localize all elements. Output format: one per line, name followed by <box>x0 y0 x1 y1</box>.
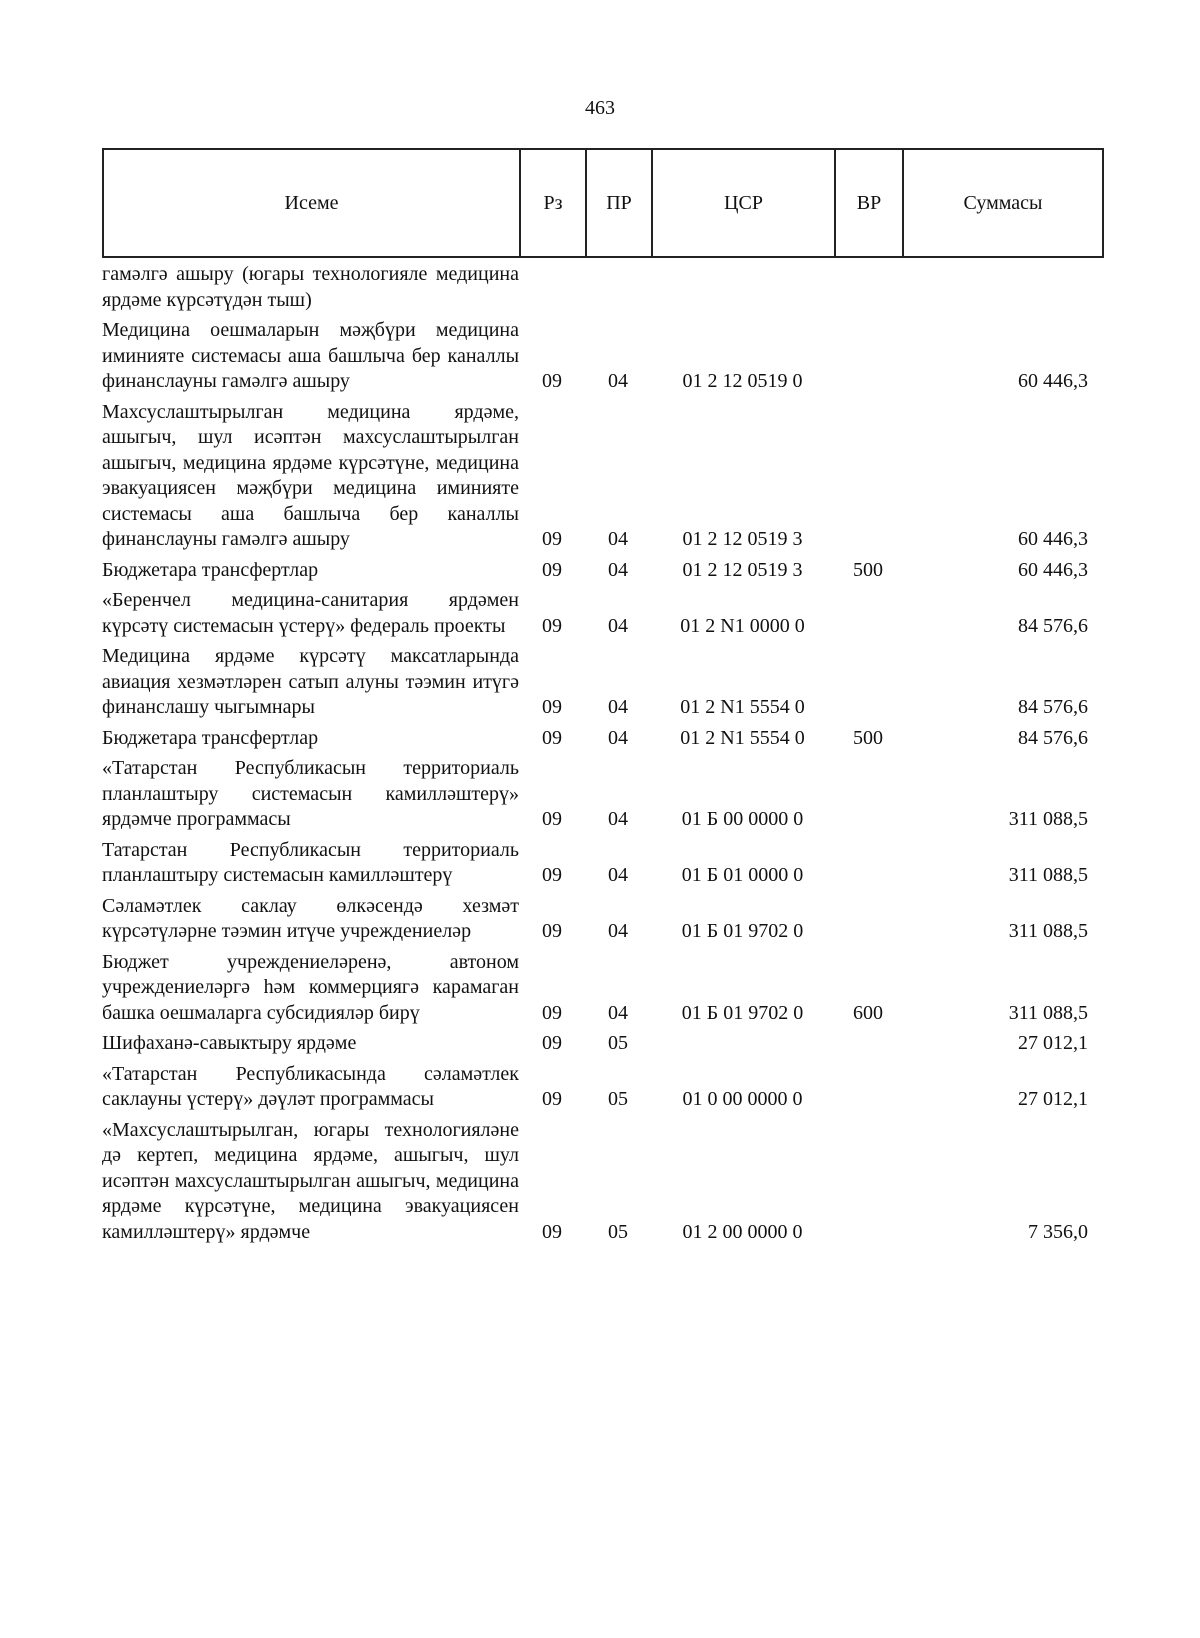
table-row <box>102 756 1116 833</box>
row-csr: 01 2 N1 5554 0 <box>680 726 805 749</box>
row-pr: 04 <box>608 864 628 886</box>
row-rz: 09 <box>542 1088 562 1110</box>
row-csr: 01 Б 01 9702 0 <box>681 920 804 942</box>
row-csr: 01 2 12 0519 0 <box>682 370 803 392</box>
table-row <box>102 588 1116 639</box>
row-pr: 04 <box>608 920 628 942</box>
row-sum: 84 576,6 <box>1018 614 1088 637</box>
row-csr: 01 0 00 0000 0 <box>682 1088 803 1110</box>
header-pr: ПР <box>586 149 652 257</box>
table-row <box>102 894 1116 945</box>
row-csr: 01 2 12 0519 3 <box>682 528 803 550</box>
row-csr: 01 2 N1 0000 0 <box>680 614 805 637</box>
table-row <box>102 1118 1116 1246</box>
row-name: «Татарстан Республикасын территориаль планлаштыру системасын камилләштерү» ярдәмче программасы <box>102 757 519 830</box>
row-name: Татарстан Республикасын территориаль планлаштыру системасын камилләштерү <box>102 838 519 886</box>
row-pr: 05 <box>608 1220 628 1243</box>
row-rz: 09 <box>542 696 562 718</box>
row-rz: 09 <box>542 726 562 749</box>
row-sum: 311 088,5 <box>1008 1001 1088 1024</box>
row-sum: 311 088,5 <box>1008 920 1088 942</box>
row-csr: 01 Б 01 9702 0 <box>681 1001 804 1024</box>
table-row <box>102 558 1116 584</box>
row-sum: 27 012,1 <box>1018 1032 1088 1054</box>
header-vr: ВР <box>835 149 903 257</box>
row-csr: 01 2 00 0000 0 <box>682 1220 803 1243</box>
table-row <box>102 1062 1116 1113</box>
row-name: Медицина оешмаларын мәҗбүри медицина иминияте системасы аша башлыча бер каналлы финанслауны гамәлгә ашыру <box>102 319 519 392</box>
row-name: Бюджетара трансфертлар <box>102 558 319 581</box>
row-sum: 60 446,3 <box>1018 558 1088 581</box>
row-pr: 04 <box>608 1001 628 1024</box>
row-name: «Махсуслаштырылган, югары технологияләне дә кертеп, медицина ярдәме, ашыгыч, шул исәптән махсуслаштырылган ашыгыч, медицина ярдәме күрсәтүне, медицина эвакуациясен камилләштерү» ярдәмче <box>102 1118 519 1243</box>
header-name: Исеме <box>103 149 520 257</box>
row-sum: 60 446,3 <box>1018 528 1088 550</box>
row-csr: 01 Б 01 0000 0 <box>681 864 804 886</box>
row-rz: 09 <box>542 1001 562 1024</box>
table-row <box>102 318 1116 395</box>
row-csr: 01 2 N1 5554 0 <box>680 696 805 718</box>
row-sum: 311 088,5 <box>1008 808 1088 830</box>
row-pr: 04 <box>608 726 628 749</box>
row-vr: 500 <box>853 558 883 581</box>
row-name: Махсуслаштырылган медицина ярдәме, ашыгыч, шул исәптән махсуслаштырылган ашыгыч, медицина ярдәме күрсәтүне, медицина эвакуациясен мәҗбүри медицина иминияте системасы аша башлыча бер каналлы финанслауны гамәлгә ашыру <box>102 400 519 550</box>
row-rz: 09 <box>542 808 562 830</box>
row-name: «Беренчел медицина-санитария ярдәмен күрсәтү системасын үстерү» федераль проекты <box>102 589 519 637</box>
page-number: 463 <box>585 97 615 119</box>
row-rz: 09 <box>542 370 562 392</box>
row-pr: 04 <box>608 696 628 718</box>
row-rz: 09 <box>542 864 562 886</box>
row-name: «Татарстан Республикасында сәламәтлек саклауны үстерү» дәүләт программасы <box>102 1062 519 1110</box>
row-pr: 04 <box>608 528 628 550</box>
row-csr: 01 Б 00 0000 0 <box>681 808 804 830</box>
row-pr: 04 <box>608 808 628 830</box>
row-rz: 09 <box>542 1220 562 1243</box>
table-row <box>102 400 1116 553</box>
row-rz: 09 <box>542 558 562 581</box>
header-csr: ЦСР <box>652 149 835 257</box>
row-name: Медицина ярдәме күрсәтү максатларында авиация хезмәтләрен сатып алуны тәэмин итүгә финанслашу чыгымнары <box>102 645 519 718</box>
header-rz: Рз <box>520 149 586 257</box>
row-sum: 84 576,6 <box>1018 696 1088 718</box>
table-header <box>102 148 1104 258</box>
row-name: Шифаханә-савыктыру ярдәме <box>102 1032 357 1054</box>
row-name: Бюджет учреждениеләренә, автоном учреждениеләргә һәм коммерциягә карамаган башка оешмаларга субсидияләр бирү <box>102 950 519 1024</box>
table-body <box>102 262 1116 1250</box>
row-pr: 04 <box>608 558 628 581</box>
row-name: Бюджетара трансфертлар <box>102 726 319 749</box>
header-sum: Суммасы <box>903 149 1103 257</box>
row-sum: 27 012,1 <box>1018 1088 1088 1110</box>
row-sum: 84 576,6 <box>1018 726 1088 749</box>
row-pr: 05 <box>608 1088 628 1110</box>
table-row <box>102 262 1116 313</box>
row-pr: 05 <box>608 1032 628 1054</box>
row-csr: 01 2 12 0519 3 <box>682 558 803 581</box>
table-row <box>102 644 1116 721</box>
row-sum: 60 446,3 <box>1018 370 1088 392</box>
row-sum: 7 356,0 <box>1028 1220 1088 1243</box>
row-rz: 09 <box>542 920 562 942</box>
row-rz: 09 <box>542 528 562 550</box>
row-rz: 09 <box>542 614 562 637</box>
row-vr: 500 <box>853 726 883 749</box>
row-vr: 600 <box>853 1001 883 1024</box>
row-name: Сәламәтлек саклау өлкәсендә хезмәт күрсәтүләрне тәэмин итүче учреждениеләр <box>102 894 519 942</box>
row-sum: 311 088,5 <box>1008 864 1088 886</box>
row-pr: 04 <box>608 614 628 637</box>
table-row <box>102 950 1116 1027</box>
table-row <box>102 838 1116 889</box>
row-name: гамәлгә ашыру (югары технологияле медицина ярдәме күрсәтүдән тыш) <box>102 263 519 311</box>
row-pr: 04 <box>608 370 628 392</box>
table-row <box>102 726 1116 752</box>
row-rz: 09 <box>542 1032 562 1054</box>
table-row <box>102 1031 1116 1057</box>
